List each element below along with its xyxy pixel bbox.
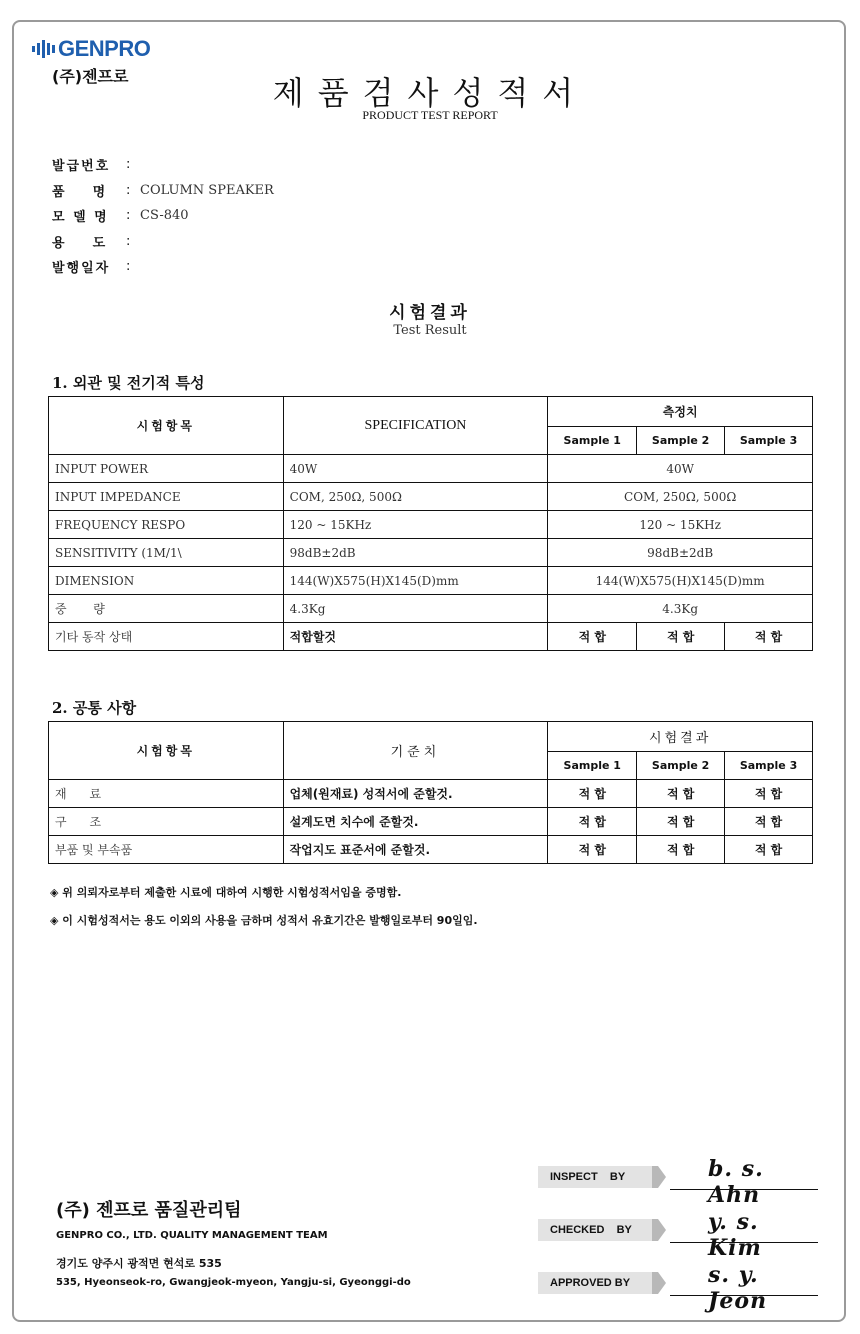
row-result-sample2: 적 합 [637,808,725,836]
signature-label: APPROVED BY [538,1272,658,1294]
col-header-sample3: Sample 3 [725,427,813,455]
row-result-sample2: 적 합 [637,836,725,864]
test-result-subheading: Test Result [393,323,467,338]
meta-value: CS-840 [140,208,189,224]
logo-brand-kr: (주)젠프로 [52,67,129,86]
table-row [49,511,813,539]
row-measured: 4.3Kg [548,595,813,623]
meta-label: 품 명 [52,184,108,200]
col-header-result: 시험결과 [548,722,813,752]
electrical-table [48,396,813,651]
row-item: 부품 및 부속품 [49,836,284,864]
row-measured: 120 ~ 15KHz [548,511,813,539]
meta-row-usage: 용 도 : [52,233,131,251]
meta-label: 발행일자 [52,261,111,277]
signature-inspect [538,1156,818,1208]
page-subtitle: PRODUCT TEST REPORT [362,108,498,122]
row-spec: 40W [283,455,548,483]
row-spec: 적합할것 [283,623,548,651]
row-spec: 144(W)X575(H)X145(D)mm [283,567,548,595]
meta-label: 용 도 [52,235,108,251]
page-title: 제품검사성적서 [272,74,588,112]
row-item: FREQUENCY RESPO [49,511,284,539]
signature-label: CHECKED BY [538,1219,658,1241]
logo-brand: GENPRO [58,36,151,61]
team-name-kr: (주) 젠프로 품질관리팀 [56,1200,242,1221]
report-meta [52,152,274,280]
signature-label: INSPECT BY [538,1166,658,1188]
col-header-sample3: Sample 3 [725,752,813,780]
table-row [49,595,813,623]
row-result-sample3: 적 합 [725,780,813,808]
row-result-sample1: 적 합 [548,836,637,864]
common-items-table [48,721,813,864]
notes [50,878,478,934]
row-standard: 업체(원재료) 성적서에 준할것. [283,780,548,808]
company-footer [56,1196,411,1288]
row-measured: COM, 250Ω, 500Ω [548,483,813,511]
row-standard: 작업지도 표준서에 준할것. [283,836,548,864]
signature-name: s. y. Jeon [708,1262,768,1314]
table-row [49,567,813,595]
row-measured: 40W [548,455,813,483]
note-validity: ◈ 이 시험성적서는 용도 이외의 사용을 금하며 성적서 유효기간은 발행일로부터 90일임. [50,914,478,927]
row-item: 중 량 [49,595,284,623]
col-header-measured: 측정치 [548,397,813,427]
table-row [49,780,813,808]
section2-title: 2. 공통 사항 [52,699,137,717]
table-row [49,808,813,836]
row-result-sample2: 적 합 [637,780,725,808]
table-row [49,539,813,567]
row-result-sample3: 적 합 [725,836,813,864]
col-header-sample1: Sample 1 [548,752,637,780]
meta-value: COLUMN SPEAKER [140,182,274,198]
signature-checked [538,1209,818,1261]
row-result-sample1: 적 합 [548,808,637,836]
test-result-heading: 시험결과 [389,303,471,323]
meta-label: 발급번호 [52,159,111,175]
table-row [49,623,813,651]
row-standard: 설계도면 치수에 준할것. [283,808,548,836]
row-spec: 4.3Kg [283,595,548,623]
table-row [49,836,813,864]
meta-row-issue-date: 발행일자 : [52,259,131,277]
row-result-sample3: 적 합 [725,623,813,651]
col-header-sample1: Sample 1 [548,427,637,455]
col-header-standard: 기준치 [283,722,548,780]
row-item: INPUT IMPEDANCE [49,483,284,511]
team-name-en: GENPRO CO., LTD. QUALITY MANAGEMENT TEAM [56,1230,328,1241]
row-result-sample1: 적 합 [548,780,637,808]
row-spec: 120 ~ 15KHz [283,511,548,539]
row-measured: 144(W)X575(H)X145(D)mm [548,567,813,595]
col-header-spec: SPECIFICATION [283,397,548,455]
row-item: INPUT POWER [49,455,284,483]
row-item: 구 조 [49,808,284,836]
address-en: 535, Hyeonseok-ro, Gwangjeok-myeon, Yangju-si, Gyeonggi-do [56,1277,411,1288]
signature-approved [538,1262,818,1314]
soundwave-icon [32,40,55,58]
row-item: SENSITIVITY (1M/1\ [49,539,284,567]
row-item: 재 료 [49,780,284,808]
row-result-sample1: 적 합 [548,623,637,651]
col-header-item: 시험항목 [49,397,284,455]
meta-row-product: 품 명 : COLUMN SPEAKER [52,182,274,200]
col-header-sample2: Sample 2 [637,427,725,455]
meta-row-issue-no: 발급번호 : [52,157,131,175]
col-header-sample2: Sample 2 [637,752,725,780]
table-row [49,455,813,483]
row-result-sample3: 적 합 [725,808,813,836]
signature-name: b. s. Ahn [708,1156,764,1208]
row-measured: 98dB±2dB [548,539,813,567]
meta-row-model: 모 델 명 : CS-840 [52,208,189,226]
row-item: 기타 동작 상태 [49,623,284,651]
meta-label: 모 델 명 [52,210,109,226]
col-header-item: 시험항목 [49,722,284,780]
row-spec: COM, 250Ω, 500Ω [283,483,548,511]
row-result-sample2: 적 합 [637,623,725,651]
row-item: DIMENSION [49,567,284,595]
note-certification: ◈ 위 의뢰자로부터 제출한 시료에 대하여 시행한 시험성적서임을 증명함. [50,886,402,899]
address-kr: 경기도 양주시 광적면 현석로 535 [56,1257,222,1270]
signature-name: y. s. Kim [708,1209,762,1261]
table-row [49,483,813,511]
section1-title: 1. 외관 및 전기적 특성 [52,374,205,392]
row-spec: 98dB±2dB [283,539,548,567]
